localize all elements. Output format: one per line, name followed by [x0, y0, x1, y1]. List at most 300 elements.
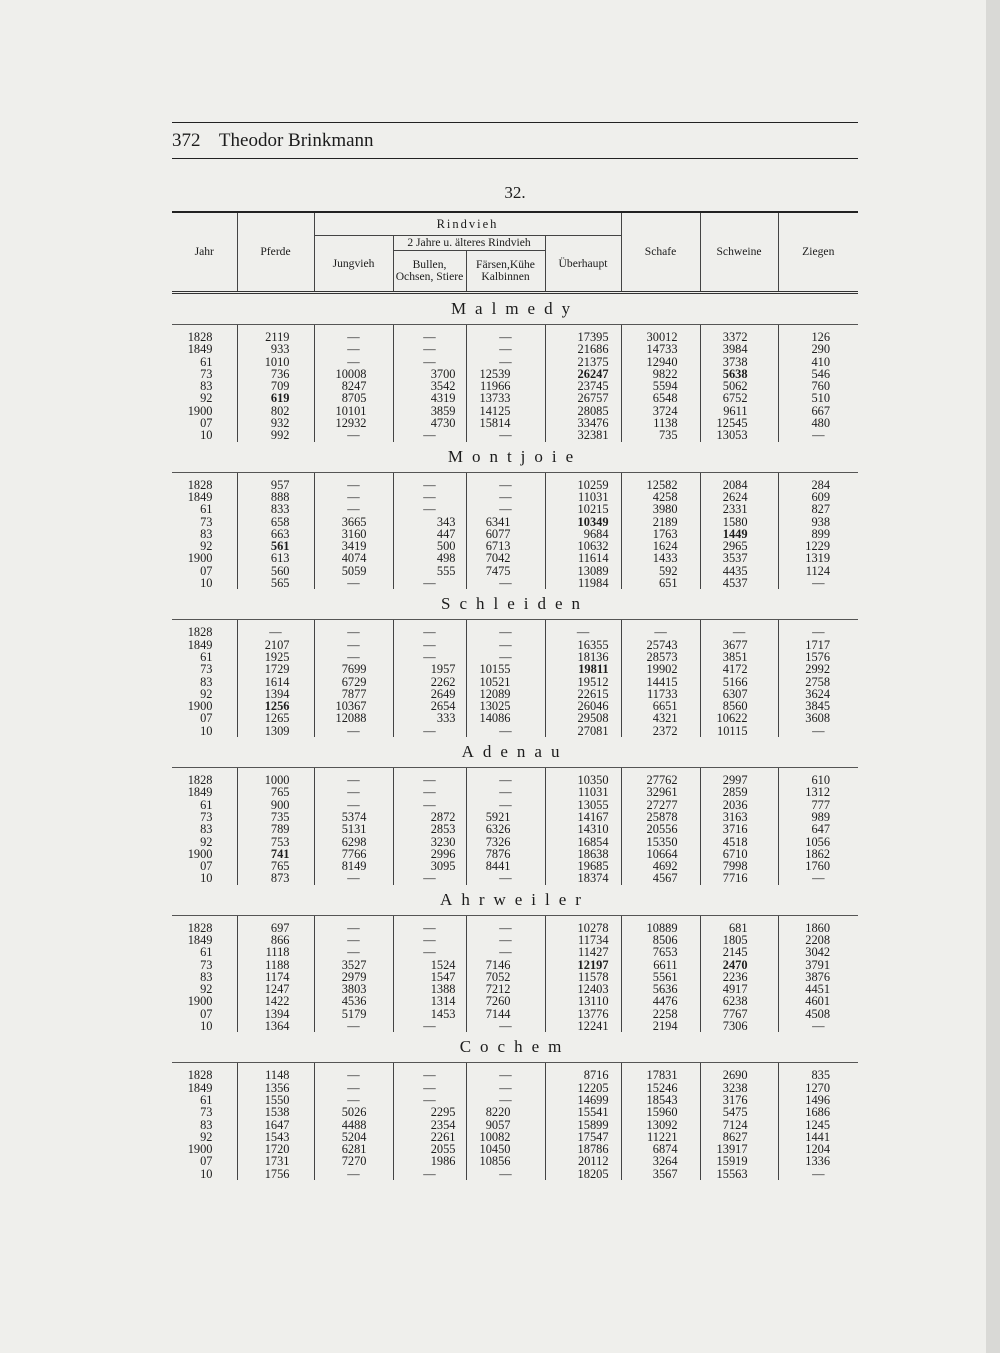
cell-jungvieh: 6281	[314, 1143, 393, 1155]
section-title: Schleiden	[440, 594, 590, 614]
cell-ueberhaupt: 18786	[545, 1143, 621, 1155]
cell-ueberhaupt: 12205	[545, 1082, 621, 1094]
cell-pferde: 1256	[237, 700, 314, 712]
cell-schafe: 6651	[621, 700, 700, 712]
section-title-row	[172, 442, 858, 472]
cell-jahr: 92	[200, 834, 213, 849]
cell-ueberhaupt: 11578	[545, 971, 621, 983]
cell-ziegen: 1312	[778, 786, 858, 798]
cell-ziegen: 1245	[778, 1119, 858, 1131]
cell-jungvieh: —	[314, 1094, 393, 1106]
cell-faersen: 15814	[466, 417, 545, 429]
cell-faersen: —	[466, 872, 545, 884]
cell-pferde: 1174	[237, 971, 314, 983]
cell-schweine: 7124	[700, 1119, 778, 1131]
cell-faersen: 10450	[466, 1143, 545, 1155]
cell-bullen: —	[393, 799, 466, 811]
cell-jahr: 73	[200, 1105, 213, 1120]
cell-schafe: 4567	[621, 872, 700, 884]
cell-jahr: 61	[200, 354, 213, 369]
cell-jahr: 92	[200, 391, 213, 406]
cell-jungvieh: —	[314, 479, 393, 491]
cell-schafe: 7653	[621, 946, 700, 958]
cell-jungvieh: 3803	[314, 983, 393, 995]
cell-faersen: —	[466, 774, 545, 786]
cell-jahr: 10	[200, 428, 213, 443]
cell-schweine: 3984	[700, 343, 778, 355]
cell-faersen: 14125	[466, 405, 545, 417]
section-title: Ahrweiler	[440, 889, 590, 909]
table-row	[172, 503, 858, 515]
cell-bullen: —	[393, 356, 466, 368]
cell-jungvieh: —	[314, 1168, 393, 1180]
cell-jungvieh: 6298	[314, 836, 393, 848]
cell-pferde: 1647	[237, 1119, 314, 1131]
cell-schweine: 1449	[700, 528, 778, 540]
cell-bullen: 1314	[393, 995, 466, 1007]
cell-faersen: —	[466, 1082, 545, 1094]
table-row	[172, 725, 858, 737]
cell-bullen: 2649	[393, 688, 466, 700]
cell-bullen: —	[393, 1082, 466, 1094]
cell-jahr: 83	[200, 1117, 213, 1132]
cell-ueberhaupt: 26046	[545, 700, 621, 712]
cell-schweine: 4518	[700, 836, 778, 848]
cell-jahr: 07	[200, 1006, 213, 1021]
cell-jungvieh: 8247	[314, 380, 393, 392]
cell-schafe: 14415	[621, 676, 700, 688]
header-bottom-rule	[172, 158, 858, 159]
cell-bullen: 2853	[393, 823, 466, 835]
cell-schafe: 30012	[621, 331, 700, 343]
cell-jungvieh: —	[314, 799, 393, 811]
cell-ziegen: 480	[778, 417, 858, 429]
cell-bullen: 3542	[393, 380, 466, 392]
cell-schweine: 681	[700, 922, 778, 934]
cell-ueberhaupt: 21375	[545, 356, 621, 368]
cell-jahr: 07	[200, 859, 213, 874]
cell-faersen: 5921	[466, 811, 545, 823]
cell-schafe: 1763	[621, 528, 700, 540]
cell-jahr: 61	[200, 649, 213, 664]
cell-jungvieh: —	[314, 872, 393, 884]
table-row	[172, 1106, 858, 1118]
cell-ueberhaupt: 32381	[545, 429, 621, 441]
cell-bullen: —	[393, 786, 466, 798]
cell-ueberhaupt: 21686	[545, 343, 621, 355]
cell-ziegen: 1686	[778, 1106, 858, 1118]
header-schweine: Schweine	[700, 212, 778, 293]
cell-ueberhaupt: 15899	[545, 1119, 621, 1131]
cell-schweine: 13053	[700, 429, 778, 441]
cell-jungvieh: —	[314, 577, 393, 589]
cell-bullen: —	[393, 639, 466, 651]
cell-ueberhaupt: 16854	[545, 836, 621, 848]
cell-faersen: 8220	[466, 1106, 545, 1118]
cell-pferde: 697	[237, 922, 314, 934]
cell-bullen: —	[393, 331, 466, 343]
cell-schweine: 4172	[700, 663, 778, 675]
cell-ziegen: 3876	[778, 971, 858, 983]
cell-pferde: 663	[237, 528, 314, 540]
cell-schafe: 17831	[621, 1069, 700, 1081]
cell-schafe: —	[621, 626, 700, 638]
cell-jungvieh: 5204	[314, 1131, 393, 1143]
cell-jahr: 1900	[187, 699, 213, 714]
cell-bullen: —	[393, 774, 466, 786]
cell-ueberhaupt: 16355	[545, 639, 621, 651]
cell-jungvieh: —	[314, 1069, 393, 1081]
table-number: 32.	[504, 183, 526, 202]
cell-ueberhaupt: 19512	[545, 676, 621, 688]
cell-schweine: 5062	[700, 380, 778, 392]
section-title-row	[172, 737, 858, 767]
cell-ueberhaupt: 18205	[545, 1168, 621, 1180]
cell-jahr: 1849	[187, 342, 213, 357]
cell-faersen: 6077	[466, 528, 545, 540]
cell-bullen: —	[393, 343, 466, 355]
cell-jahr: 1900	[187, 403, 213, 418]
cell-jungvieh: 3665	[314, 516, 393, 528]
cell-pferde: 1118	[237, 946, 314, 958]
cell-pferde: 1925	[237, 651, 314, 663]
cell-jahr: 1828	[187, 920, 213, 935]
cell-jahr: 73	[200, 662, 213, 677]
cell-pferde: 1265	[237, 712, 314, 724]
cell-pferde: 709	[237, 380, 314, 392]
cell-bullen: —	[393, 1020, 466, 1032]
cell-schweine: 2084	[700, 479, 778, 491]
cell-ueberhaupt: 26247	[545, 368, 621, 380]
cell-jungvieh: —	[314, 503, 393, 515]
cell-ueberhaupt: 12241	[545, 1020, 621, 1032]
cell-jahr: 83	[200, 822, 213, 837]
cell-jungvieh: 7766	[314, 848, 393, 860]
cell-schweine: 8627	[700, 1131, 778, 1143]
cell-jahr: 1900	[187, 994, 213, 1009]
header-jahr: Jahr	[172, 212, 237, 293]
cell-ueberhaupt: 10350	[545, 774, 621, 786]
cell-schweine: 15563	[700, 1168, 778, 1180]
cell-bullen: 2354	[393, 1119, 466, 1131]
cell-schafe: 2258	[621, 1008, 700, 1020]
cell-schweine: 2690	[700, 1069, 778, 1081]
cell-schweine: 7306	[700, 1020, 778, 1032]
cell-faersen: —	[466, 651, 545, 663]
cell-ueberhaupt: 28085	[545, 405, 621, 417]
header-schafe: Schafe	[621, 212, 700, 293]
cell-bullen: 2295	[393, 1106, 466, 1118]
cell-schafe: 3980	[621, 503, 700, 515]
cell-schweine: 4537	[700, 577, 778, 589]
cell-ziegen: 2208	[778, 934, 858, 946]
cell-ziegen: 2758	[778, 676, 858, 688]
cell-jahr: 92	[200, 1129, 213, 1144]
cell-jungvieh: 5131	[314, 823, 393, 835]
cell-faersen: —	[466, 503, 545, 515]
cell-schweine: 6710	[700, 848, 778, 860]
cell-bullen: 2996	[393, 848, 466, 860]
table-row	[172, 1155, 858, 1167]
cell-pferde: 802	[237, 405, 314, 417]
cell-bullen: 343	[393, 516, 466, 528]
cell-schafe: 5636	[621, 983, 700, 995]
cell-ueberhaupt: 12197	[545, 959, 621, 971]
table-row	[172, 1168, 858, 1180]
cell-schafe: 27277	[621, 799, 700, 811]
cell-schafe: 735	[621, 429, 700, 441]
header-pferde: Pferde	[237, 212, 314, 293]
cell-faersen: 6341	[466, 516, 545, 528]
cell-ziegen: 760	[778, 380, 858, 392]
table-row	[172, 823, 858, 835]
cell-ziegen: 546	[778, 368, 858, 380]
cell-jungvieh: 3527	[314, 959, 393, 971]
cell-schafe: 3264	[621, 1155, 700, 1167]
cell-schweine: 3738	[700, 356, 778, 368]
cell-faersen: 7042	[466, 552, 545, 564]
cell-ziegen: —	[778, 577, 858, 589]
cell-schweine: 3176	[700, 1094, 778, 1106]
cell-bullen: 4319	[393, 392, 466, 404]
cell-schafe: 6611	[621, 959, 700, 971]
cell-schafe: 9822	[621, 368, 700, 380]
header-faersen: Färsen,Kühe Kalbinnen	[466, 251, 545, 293]
cell-faersen: —	[466, 946, 545, 958]
cell-ziegen: 1760	[778, 860, 858, 872]
section-title-row	[172, 589, 858, 619]
cell-schweine: 10622	[700, 712, 778, 724]
cell-faersen: 7144	[466, 1008, 545, 1020]
cell-jahr: 07	[200, 563, 213, 578]
cell-jungvieh: —	[314, 946, 393, 958]
cell-jahr: 07	[200, 711, 213, 726]
cell-jungvieh: —	[314, 786, 393, 798]
cell-schweine: 6752	[700, 392, 778, 404]
cell-jahr: 92	[200, 982, 213, 997]
cell-ziegen: 827	[778, 503, 858, 515]
cell-faersen: —	[466, 331, 545, 343]
cell-ueberhaupt: 10349	[545, 516, 621, 528]
table-row	[172, 1020, 858, 1032]
cell-pferde: 1756	[237, 1168, 314, 1180]
cell-pferde: 1550	[237, 1094, 314, 1106]
cell-ziegen: 1862	[778, 848, 858, 860]
cell-bullen: —	[393, 872, 466, 884]
author-name: Theodor Brinkmann	[218, 130, 374, 151]
cell-faersen: 13733	[466, 392, 545, 404]
cell-schweine: —	[700, 626, 778, 638]
cell-bullen: —	[393, 626, 466, 638]
cell-pferde: 1356	[237, 1082, 314, 1094]
cell-jahr: 1828	[187, 477, 213, 492]
cell-pferde: 1394	[237, 688, 314, 700]
cell-ziegen: 126	[778, 331, 858, 343]
cell-jungvieh: —	[314, 626, 393, 638]
cell-jungvieh: 4488	[314, 1119, 393, 1131]
cell-schweine: 3537	[700, 552, 778, 564]
cell-schweine: 2145	[700, 946, 778, 958]
cell-bullen: 3095	[393, 860, 466, 872]
section-title: Montjoie	[447, 446, 583, 466]
cell-schweine: 1580	[700, 516, 778, 528]
cell-faersen: —	[466, 577, 545, 589]
cell-pferde: —	[237, 626, 314, 638]
cell-ueberhaupt: 11031	[545, 491, 621, 503]
cell-bullen: 2055	[393, 1143, 466, 1155]
cell-bullen: —	[393, 503, 466, 515]
cell-ziegen: 2992	[778, 663, 858, 675]
cell-faersen: 9057	[466, 1119, 545, 1131]
cell-schafe: 19902	[621, 663, 700, 675]
cell-bullen: —	[393, 725, 466, 737]
cell-ziegen: 410	[778, 356, 858, 368]
cell-ziegen: 290	[778, 343, 858, 355]
cell-ziegen: 938	[778, 516, 858, 528]
cell-jahr: 73	[200, 809, 213, 824]
cell-schweine: 5638	[700, 368, 778, 380]
cell-ziegen: 3624	[778, 688, 858, 700]
cell-faersen: 8441	[466, 860, 545, 872]
cell-bullen: 3859	[393, 405, 466, 417]
cell-pferde: 1148	[237, 1069, 314, 1081]
cell-ziegen: 4508	[778, 1008, 858, 1020]
table-row	[172, 676, 858, 688]
cell-faersen: —	[466, 479, 545, 491]
cell-jahr: 92	[200, 539, 213, 554]
cell-ziegen: 1229	[778, 540, 858, 552]
cell-jungvieh: 5179	[314, 1008, 393, 1020]
table-row	[172, 343, 858, 355]
cell-bullen: —	[393, 934, 466, 946]
cell-schweine: 7716	[700, 872, 778, 884]
cell-schweine: 12545	[700, 417, 778, 429]
cell-faersen: 10082	[466, 1131, 545, 1143]
cell-ziegen: 1576	[778, 651, 858, 663]
cell-pferde: 1188	[237, 959, 314, 971]
cell-faersen: 7326	[466, 836, 545, 848]
cell-schweine: 2859	[700, 786, 778, 798]
cell-schweine: 2965	[700, 540, 778, 552]
cell-pferde: 1731	[237, 1155, 314, 1167]
cell-bullen: 1986	[393, 1155, 466, 1167]
cell-pferde: 873	[237, 872, 314, 884]
cell-ziegen: —	[778, 1168, 858, 1180]
cell-schafe: 4476	[621, 995, 700, 1007]
table-body	[172, 293, 858, 1181]
cell-ziegen: 1717	[778, 639, 858, 651]
cell-jungvieh: 12088	[314, 712, 393, 724]
cell-jungvieh: 6729	[314, 676, 393, 688]
cell-schafe: 13092	[621, 1119, 700, 1131]
cell-ueberhaupt: 8716	[545, 1069, 621, 1081]
cell-schweine: 10115	[700, 725, 778, 737]
cell-schafe: 3724	[621, 405, 700, 417]
cell-faersen: —	[466, 1069, 545, 1081]
cell-ueberhaupt: 11427	[545, 946, 621, 958]
cell-jungvieh: 7877	[314, 688, 393, 700]
cell-schafe: 10664	[621, 848, 700, 860]
table-header	[172, 212, 858, 293]
cell-jungvieh: 7270	[314, 1155, 393, 1167]
cell-schafe: 651	[621, 577, 700, 589]
cell-faersen: —	[466, 429, 545, 441]
section-title: Adenau	[461, 742, 569, 762]
cell-schweine: 3851	[700, 651, 778, 663]
cell-bullen: —	[393, 479, 466, 491]
cell-bullen: 2261	[393, 1131, 466, 1143]
cell-schafe: 4258	[621, 491, 700, 503]
cell-pferde: 1720	[237, 1143, 314, 1155]
cell-ueberhaupt: 23745	[545, 380, 621, 392]
cell-ueberhaupt: 26757	[545, 392, 621, 404]
cell-ziegen: 4451	[778, 983, 858, 995]
table-row	[172, 516, 858, 528]
cell-pferde: 765	[237, 860, 314, 872]
cell-ueberhaupt: 18136	[545, 651, 621, 663]
cell-jahr: 83	[200, 526, 213, 541]
cell-bullen: 500	[393, 540, 466, 552]
cell-ziegen: 284	[778, 479, 858, 491]
cell-pferde: 866	[237, 934, 314, 946]
cell-ueberhaupt: 10259	[545, 479, 621, 491]
cell-pferde: 1729	[237, 663, 314, 675]
cell-ziegen: —	[778, 725, 858, 737]
cell-ueberhaupt: 11734	[545, 934, 621, 946]
header-aeltere-rindvieh: 2 Jahre u. älteres Rindvieh	[393, 236, 545, 251]
cell-pferde: 2119	[237, 331, 314, 343]
cell-jungvieh: 3160	[314, 528, 393, 540]
table-row	[172, 429, 858, 441]
cell-ueberhaupt: 12403	[545, 983, 621, 995]
cell-schafe: 5594	[621, 380, 700, 392]
cell-jungvieh: —	[314, 934, 393, 946]
cell-faersen: —	[466, 725, 545, 737]
cell-schafe: 6548	[621, 392, 700, 404]
cell-ueberhaupt: 29508	[545, 712, 621, 724]
cell-ziegen: 1270	[778, 1082, 858, 1094]
cell-ziegen: 1204	[778, 1143, 858, 1155]
cell-faersen: 7260	[466, 995, 545, 1007]
cell-jahr: 73	[200, 514, 213, 529]
cell-faersen: —	[466, 343, 545, 355]
header-top-rule	[172, 122, 858, 123]
cell-schafe: 1138	[621, 417, 700, 429]
cell-ueberhaupt: 10632	[545, 540, 621, 552]
cell-ueberhaupt: 14310	[545, 823, 621, 835]
cell-ziegen: 3845	[778, 700, 858, 712]
cell-pferde: 1543	[237, 1131, 314, 1143]
cell-ueberhaupt: 13776	[545, 1008, 621, 1020]
cell-faersen: 13025	[466, 700, 545, 712]
section-title-row	[172, 1032, 858, 1062]
cell-pferde: 1422	[237, 995, 314, 1007]
cell-faersen: 10521	[466, 676, 545, 688]
cell-schafe: 2194	[621, 1020, 700, 1032]
header-rindvieh: Rindvieh	[314, 212, 621, 236]
cell-schweine: 3238	[700, 1082, 778, 1094]
cell-pferde: 565	[237, 577, 314, 589]
section-title-row	[172, 293, 858, 325]
cell-ziegen: 4601	[778, 995, 858, 1007]
cell-schafe: 3567	[621, 1168, 700, 1180]
cell-ueberhaupt: 9684	[545, 528, 621, 540]
cell-jungvieh: —	[314, 639, 393, 651]
cell-faersen: —	[466, 934, 545, 946]
cell-schafe: 14733	[621, 343, 700, 355]
cell-jungvieh: —	[314, 774, 393, 786]
cell-jahr: 1900	[187, 551, 213, 566]
